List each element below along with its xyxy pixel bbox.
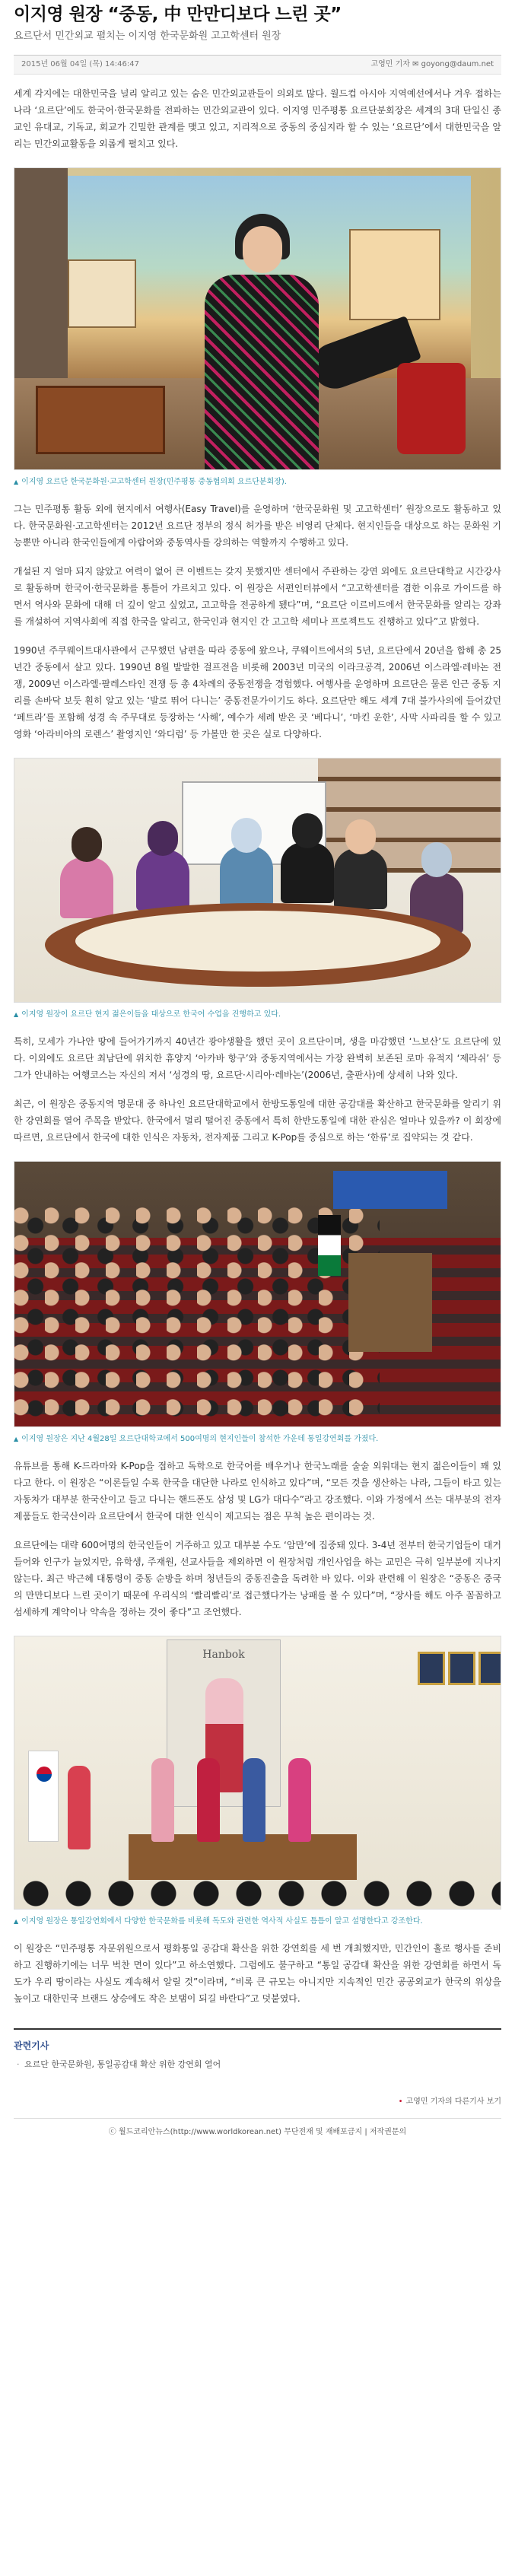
photo-portrait bbox=[448, 1652, 475, 1685]
caption-triangle-icon: ▲ bbox=[14, 1011, 19, 1018]
caption-text: 이지영 원장은 지난 4월28일 요르단대학교에서 500여명의 현지인들이 참석한 가운데 통일강연회를 가졌다. bbox=[21, 1435, 379, 1443]
article-figure bbox=[14, 1636, 501, 1928]
article-author[interactable]: 고영민 기자 ✉ goyong@daum.net bbox=[370, 60, 494, 68]
photo-portrait bbox=[418, 1652, 445, 1685]
classroom-photo bbox=[14, 758, 501, 1003]
photo-caption bbox=[14, 1916, 501, 1928]
photo-student bbox=[136, 850, 189, 911]
other-articles-text[interactable]: 고영민 기자의 다른기사 보기 bbox=[405, 2097, 501, 2106]
caption-text: 이지영 원장이 요르단 현지 젊은이들을 대상으로 한국어 수업을 진행하고 있다. bbox=[21, 1010, 281, 1019]
lecture-hall-photo bbox=[14, 1161, 501, 1427]
article-paragraph: 유튜브를 통해 K-드라마와 K-Pop을 접하고 독학으로 한국어를 배우거나 한국노래를 술술 외워대는 현지 젊은이들이 꽤 있다고 한다. 이 원장은 “이론들일 수록 한국을 대단한 나라로 인식하고 있다”며, “모든 것을 생산하는 나라, 그들이 타고 있는 자동차가 대부분 한국산이고 들고 다니는 핸드폰도 삼성 및 LG가 대다수”라고 강조했다. 이와 가정에서 쓰는 대부분의 전자제품들도 한국산이라 요르단에서 한국에 대한 인식이 제고되는 점은 무척 높은 편이라는 것. bbox=[14, 1461, 501, 1522]
photo-korean-flag bbox=[28, 1751, 59, 1842]
article-paragraph: 최근, 이 원장은 중동지역 명문대 중 하나인 요르단대학교에서 한방도통일에 대한 공감대를 확산하고 한국문화를 알리기 위한 강연회를 열어 주목을 받았다. 한국에서 멀리 떨어진 중동에서 특히 한반도통일에 대한 관심은 얼마나 있을까? 이 회장에 따르면, 요르단에서 한국에 대한 인식은 자동차, 전자제품 그리고 K-Pop를 중심으로 하는 ‘한류’로 집약되는 것 같다. bbox=[14, 1099, 501, 1143]
article-paragraph: 특히, 모세가 가나안 땅에 들어가기까지 40년간 광야생활을 했던 곳이 요르단이며, 생을 마감했던 ‘느보산’도 요르단에 있다. 이외에도 요르단 최남단에 위치한 휴양지 ‘아카바 항구’와 중동지역에서는 가장 완벽히 보존된 로마 유적지 ‘제라쉬’ 등 그가 안내하는 여행코스는 자신의 저서 ‘성경의 땅, 요르단·시리아·레바논’(2006년, 출판사)에 상세히 나와 있다. bbox=[14, 1036, 501, 1080]
photo-caption bbox=[14, 1009, 501, 1021]
related-articles-title: 관련기사 bbox=[14, 2040, 49, 2051]
related-article-link[interactable]: · 요르단 한국문화원, 통일공감대 확산 위한 강연회 열어 bbox=[24, 2057, 501, 2072]
article-paragraph: 1990년 주쿠웨이트대사관에서 근무했던 남편을 따라 중동에 왔으나, 쿠웨이트에서의 5년, 요르단에서 20년을 합해 총 25년간 중동에서 살고 있다. 1990년 8월 발발한 걸프전을 비롯해 2003년 미국의 이라크공격, 2006년 이스라엘·레바논 전쟁, 2009년 이스라엘·팔레스타인 전쟁 등 총 4차례의 중동전쟁을 경험했다. 여행사를 운영하며 요르단은 물론 인근 중동 지리를 손바닥 보듯 훤히 알고 있는 ‘발로 뛰어 다니는’ 중동전문가이기도 하다. 요르단만 해도 세계 7대 불가사의에 들어갔던 ‘페트라’를 포함해 성경 속 주무대로 등장하는 ‘사해’, 예수가 세례 받은 곳 ‘베다니’, ‘마킨 운한’, 사막 사파리를 할 수 있고 영화 ‘아라비아의 로렌스’ 촬영지인 ‘와디럼’ 등 가볼만 한 곳은 실로 다양하다. bbox=[14, 645, 501, 739]
article-figure bbox=[14, 1161, 501, 1445]
photo-portrait bbox=[478, 1652, 501, 1685]
photo-performer bbox=[68, 1766, 91, 1849]
article-headline: 이지영 원장 “중동, 中 만만디보다 느린 곳” bbox=[14, 5, 342, 24]
photo-teacher bbox=[281, 842, 334, 903]
photo-student bbox=[220, 846, 273, 907]
photo-podium bbox=[348, 1253, 432, 1352]
copyright-text: ⓒ 월드코리안뉴스(http://www.worldkorean.net) 무단전재 및 재배포금지 | 저작권문의 bbox=[108, 2128, 407, 2136]
article-paragraph: 요르단에는 대략 600여명의 한국인들이 거주하고 있고 대부분 수도 ‘암만’에 집중돼 있다. 3-4년 전부터 한국기업들이 대거 들어와 인구가 늘었지만, 유학생, 주재원, 선교사들을 제외하면 이 원장처럼 개인사업을 하는 교민은 극히 일부분에 지나지 않는다. 최근 박근혜 대통령이 중동 순방을 하며 청년들의 중동진출을 독려한 바 있다. 이와 관련해 이 원장은 “중동은 중국의 만만디보다 느린 곳이기 때문에 우리식의 ‘빨리빨리’로 접근했다가는 낭패를 볼 수 있다”며, “장사를 해도 아주 꼼꼼하고 섬세하게 계약이나 약속을 정하는 것이 좋다”고 조언했다. bbox=[14, 1540, 501, 1617]
caption-triangle-icon: ▲ bbox=[14, 1918, 19, 1925]
photo-flag bbox=[318, 1215, 341, 1276]
caption-triangle-icon: ▲ bbox=[14, 1436, 19, 1442]
photo-performer bbox=[151, 1758, 174, 1842]
photo-audience-heads bbox=[14, 1863, 501, 1909]
photo-teacher-head bbox=[292, 813, 323, 848]
article-paragraph: 세계 각지에는 대한민국을 널리 알리고 있는 숨은 민간외교관들이 의외로 많다. 월드컵 아시아 지역예선에서나 겨우 접하는 나라 ‘요르단’에도 한국어·한국문화를 전파하는 민간외교관이 있다. 이지영 민주평통 요르단분회장은 세계의 3대 단일신 종교인 유대교, 기독교, 회교가 긴밀한 관계를 맺고 있고, 지리적으로 중동의 중심지라 할 수 있는 ‘요르단’에서 대한민국을 알리는 민간외교활동을 외롭게 펼치고 있다. bbox=[14, 88, 501, 149]
photo-performer bbox=[197, 1758, 220, 1842]
other-articles-link[interactable] bbox=[14, 2094, 501, 2110]
photo-performer bbox=[288, 1758, 311, 1842]
photo-student bbox=[60, 857, 113, 918]
article-date: 2015년 06월 04일 (목) 14:46:47 bbox=[21, 60, 139, 68]
banner-title: Hanbok bbox=[202, 1649, 245, 1661]
article-meta-bar bbox=[14, 55, 501, 75]
photo-telephone bbox=[397, 363, 466, 454]
photo-performer bbox=[243, 1758, 265, 1842]
photo-person-face bbox=[243, 226, 282, 273]
portrait-photo bbox=[14, 167, 501, 470]
photo-student-head bbox=[231, 818, 262, 853]
article-paragraph: 그는 민주평통 활동 외에 현지에서 여행사(Easy Travel)를 운영하며 ‘한국문화원 및 고고학센터’ 원장으로도 활동하고 있다. 한국문화원·고고학센터는 2012년 요르단 정부의 정식 허가를 받은 비영리 단체다. 현지인들을 대상으로 하는 문화원 기능뿐만 아니라 한국인들에게 아랍어와 중동역사를 강의하는 역할까지 수행하고 있다. bbox=[14, 504, 501, 548]
photo-person-body bbox=[205, 275, 319, 470]
photo-screen bbox=[333, 1171, 447, 1209]
photo-house bbox=[349, 229, 440, 320]
photo-chest bbox=[36, 386, 165, 454]
caption-text: 이지영 요르단 한국문화원·고고학센터 원장(민주평통 중동협의회 요르단분회장). bbox=[21, 478, 287, 486]
caption-text: 이지영 원장은 통일강연회에서 다양한 한국문화를 비롯해 독도와 관련한 역사적 사실도 틈틈이 알고 설명한다고 강조한다. bbox=[21, 1917, 423, 1926]
stage-photo bbox=[14, 1636, 501, 1910]
article-subhead: 요르단서 민간외교 펼치는 이지영 한국문화원 고고학센터 원장 bbox=[14, 30, 281, 42]
article-paragraph: 이 원장은 “민주평통 자문위원으로서 평화통일 공감대 확산을 위한 강연회를 세 번 개최했지만, 민간인이 홀로 행사를 준비하고 진행하기에는 너무 벅찬 면이 있다”고 하소연했다. 그럼에도 불구하고 “통일 공감대 확산을 위한 강연회를 하면서 독도가 우리 땅이라는 사실도 계속해서 알릴 것”이라며, “비록 큰 규모는 아니지만 지속적인 민간 공공외교가 한국의 위상을 높이고 대한민국 브랜드 상승에도 작은 보탬이 되길 바란다”고 덧붙였다. bbox=[14, 1943, 501, 2004]
caption-triangle-icon: ▲ bbox=[14, 479, 19, 485]
photo-caption bbox=[14, 1433, 501, 1445]
photo-caption bbox=[14, 476, 501, 488]
related-articles bbox=[14, 2028, 501, 2072]
photo-student-head bbox=[72, 827, 102, 862]
article-figure bbox=[14, 758, 501, 1021]
photo-student-head bbox=[345, 819, 376, 854]
article-paragraph: 개설된 지 얼마 되지 않았고 여력이 없어 큰 이벤트는 갖지 못했지만 센터에서 주관하는 강연 외에도 요르단대학교 시간강사로 활동하며 한국어·한국문화를 통틀어 가르치고 있다. 이 원장은 서편인터뷰에서 “고고학센터를 겸한 이유로 가이드를 하면서 역사와 문화에 대해 더 깊이 알고 싶었고, 고고학을 전공하게 됐다”며, “요르단 이르비드에서 한국문화를 알리는 강좌를 개설하여 지역사회에 직접 한국을 알리고, 한국인과 현지인 간 고고학 세미나 프로젝트도 진행하고 있다”고 밝혔다. bbox=[14, 566, 501, 627]
photo-student-head bbox=[421, 842, 452, 877]
photo-tabletop bbox=[75, 911, 440, 972]
related-articles-list bbox=[14, 2057, 501, 2072]
photo-student-head bbox=[148, 821, 178, 856]
copyright-footer bbox=[14, 2118, 501, 2145]
photo-student bbox=[334, 848, 387, 909]
photo-house bbox=[68, 259, 136, 328]
bullet-icon: • bbox=[398, 2097, 403, 2106]
article-figure bbox=[14, 167, 501, 488]
